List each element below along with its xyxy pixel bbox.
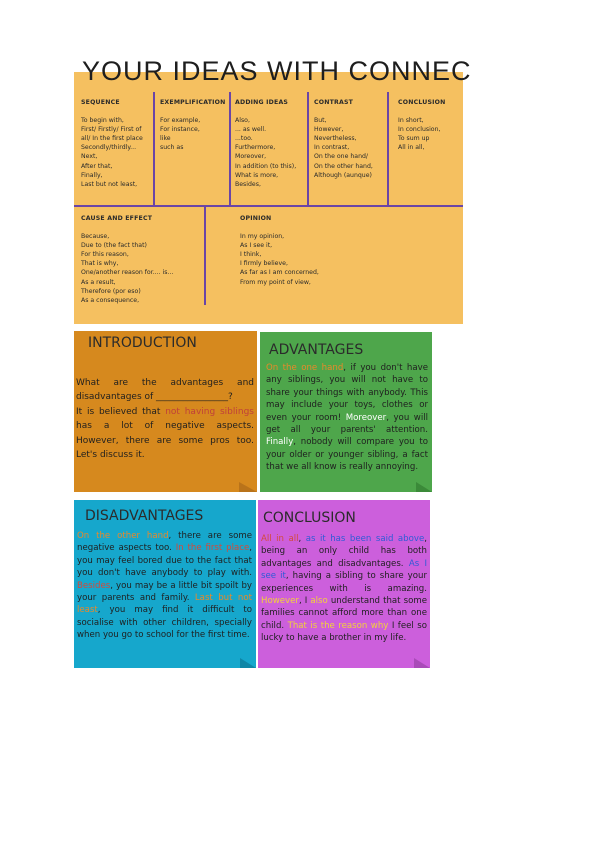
connector-item: For this reason,: [81, 251, 129, 259]
connector-item: In conclusion,: [398, 126, 441, 134]
connector-item: Although (aunque): [314, 171, 372, 179]
page-curl: [414, 658, 430, 668]
exemplification-column: [160, 98, 226, 152]
connector-item: Nevertheless,: [314, 135, 357, 143]
disadvantages-title: DISADVANTAGES: [85, 508, 204, 524]
intro-text: has a lot of negative aspects. However, there are some pros too. Let's discuss it.: [76, 421, 254, 461]
connector-item: In short,: [398, 117, 424, 125]
conclusion-card: [258, 500, 430, 668]
intro-highlight: not having siblings: [165, 406, 254, 417]
disadvantages-card: [74, 500, 256, 668]
page-curl: [240, 658, 256, 668]
divider: [74, 205, 463, 207]
connector-item: To begin with,: [81, 117, 124, 125]
connector-item: All in all,: [398, 144, 425, 152]
contrast-column: [314, 98, 373, 180]
connector-highlight: As I see it: [261, 558, 428, 582]
connector-item: From my point of view,: [240, 278, 311, 286]
body-text: , being an only child has both advantages and disadvantages.: [261, 534, 428, 569]
contrast-heading: CONTRAST: [314, 99, 354, 106]
connectors-poster: [74, 56, 472, 324]
exemplification-heading: EXEMPLIFICATION: [160, 99, 226, 106]
conclusion-title: CONCLUSION: [263, 510, 356, 526]
disadvantages-text: [77, 530, 252, 642]
connector-item: In addition (to this),: [235, 162, 297, 170]
adding-column: [235, 98, 296, 189]
connector-item: In my opinion,: [240, 233, 285, 241]
connector-item: ... as well.: [235, 126, 267, 134]
connector-item: In contrast,: [314, 144, 350, 152]
connector-item: Due to (the fact that): [81, 242, 147, 250]
divider: [204, 205, 206, 305]
opinion-heading: OPINION: [240, 215, 272, 222]
connector-item: Finally,: [81, 171, 103, 179]
connector-highlight: also: [310, 596, 328, 607]
body-text: , you may find it difficult to socialise with other children, specially when you go to school for the first time.: [77, 605, 252, 641]
intro-text: It is believed that: [76, 406, 166, 417]
connector-item: Therefore (por eso): [81, 287, 141, 295]
body-text: , if you don't have any siblings, you will not have to share your things with anybody. This may include your toys, clothes or even your room!: [266, 363, 428, 423]
divider: [153, 92, 155, 207]
introduction-text: [76, 376, 254, 462]
body-text: , having a sibling to share your experiences with is amazing.: [261, 571, 427, 594]
opinion-column: [240, 214, 319, 287]
connector-item: all/ In the first place: [81, 135, 143, 143]
conclusion-heading: CONCLUSION: [398, 99, 446, 106]
connector-item: On the other hand,: [314, 162, 373, 170]
connector-highlight: All in all: [261, 534, 299, 544]
connector-item: Moreover,: [235, 153, 267, 161]
introduction-card: [74, 331, 257, 492]
connector-item: I think,: [240, 251, 262, 259]
connector-highlight: That is the reason why: [287, 620, 389, 631]
connector-item: Secondly/thirdly...: [81, 144, 137, 152]
body-text: , nobody will compare you to your older or younger sibling, a fact that we all know is really annoying.: [266, 437, 428, 473]
connector-item: What is more,: [235, 171, 279, 179]
connector-highlight: Moreover: [345, 412, 387, 423]
poster-title: YOUR IDEAS WITH CONNEC: [82, 56, 472, 86]
body-text: understand that some families cannot afford more than one child.: [261, 596, 427, 631]
page-curl: [239, 482, 257, 492]
connector-item: On the one hand/: [314, 153, 369, 161]
connector-item: such as: [160, 144, 184, 152]
advantages-title: ADVANTAGES: [269, 342, 364, 358]
connector-item: Furthermore,: [235, 144, 276, 152]
conclusion-column: [398, 98, 445, 152]
sequence-column: [81, 98, 143, 189]
connector-item: As far as I am concerned,: [240, 269, 319, 277]
connector-item: Last but not least,: [81, 180, 138, 188]
connector-item: For example,: [160, 117, 201, 125]
cause-column: [81, 214, 173, 305]
connector-item: like: [160, 135, 171, 143]
connector-item: ...too.: [235, 135, 253, 143]
connector-highlight: as it has been said above: [305, 534, 425, 544]
cause-heading: CAUSE AND EFFECT: [81, 215, 153, 222]
connector-item: First/ Firstly/ First of: [81, 126, 142, 134]
connector-highlight: On the other hand: [77, 531, 169, 541]
body-text: , you may be a little bit spoilt by your parents and family.: [77, 580, 252, 604]
connector-item: Next,: [81, 153, 98, 161]
body-text: , there are some negative aspects too.: [77, 531, 252, 554]
conclusion-text: [261, 533, 427, 645]
adding-heading: ADDING IDEAS: [235, 99, 289, 106]
connector-item: That is why,: [81, 260, 119, 268]
page-curl: [416, 482, 432, 492]
connector-item: Because,: [81, 233, 110, 241]
connector-item: After that,: [81, 162, 113, 170]
connector-highlight: In the first place: [175, 543, 250, 554]
introduction-title: INTRODUCTION: [88, 335, 197, 351]
connector-item: Besides,: [235, 180, 261, 188]
divider: [387, 92, 389, 207]
connector-item: However,: [314, 126, 344, 134]
connector-item: Also,: [235, 117, 250, 125]
body-text: , you will get all your parents' attention.: [266, 412, 428, 436]
body-text: I feel so lucky to have a brother in my life.: [261, 620, 427, 644]
connector-item: But,: [314, 117, 327, 125]
advantages-text: [266, 362, 428, 474]
connector-highlight: Last but not least: [77, 593, 252, 616]
divider: [229, 92, 231, 207]
connector-highlight: Finally: [266, 437, 294, 448]
connector-highlight: On the one hand: [266, 363, 344, 373]
connector-highlight: However: [261, 596, 299, 607]
connector-item: I firmly believe,: [240, 260, 288, 268]
connector-item: As a result,: [81, 278, 116, 286]
sequence-heading: SEQUENCE: [81, 99, 120, 106]
body-text: , you may feel bored due to the fact that you don't have anybody to play with.: [77, 543, 252, 579]
intro-question: What are the advantages and disadvantages of ________________?: [76, 378, 254, 403]
body-text: ,: [298, 534, 306, 544]
connector-item: As I see it,: [240, 242, 273, 250]
divider: [307, 92, 309, 207]
connector-highlight: Besides: [77, 580, 111, 591]
body-text: , I: [298, 596, 311, 607]
connector-item: To sum up: [398, 135, 430, 143]
advantages-card: [260, 332, 432, 492]
connector-item: One/another reason for.... is...: [81, 269, 174, 277]
connector-item: For instance,: [160, 126, 200, 134]
connector-item: As a consequence,: [81, 296, 140, 304]
